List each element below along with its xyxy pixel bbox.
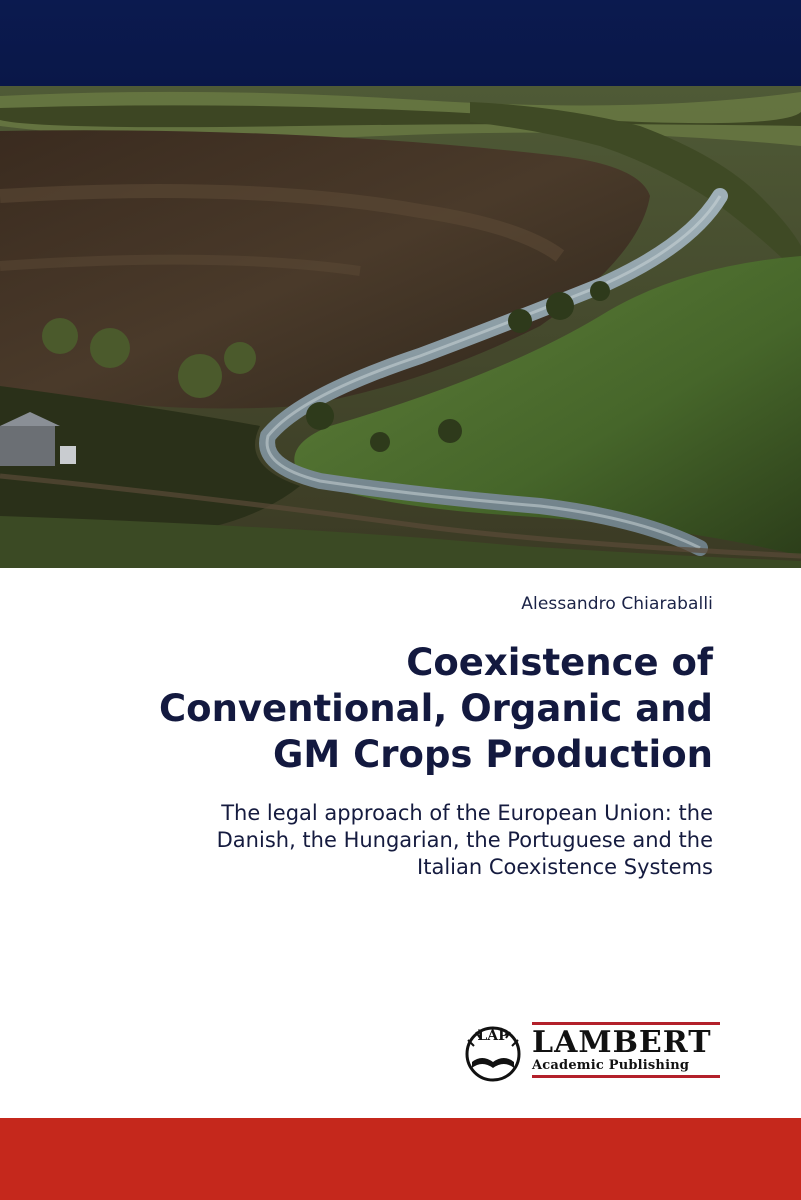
emblem-text: LAP: [477, 1028, 509, 1044]
logo-rule-bottom: [532, 1075, 720, 1078]
book-subtitle: [73, 800, 713, 881]
book-title: [33, 640, 713, 778]
subtitle-line: Italian Coexistence Systems: [417, 855, 713, 879]
title-line: Coexistence of: [406, 641, 713, 684]
cover-photo-farmland-river: [0, 86, 801, 568]
title-line: GM Crops Production: [273, 733, 713, 776]
bottom-color-band: [0, 1118, 801, 1200]
publisher-logo: [460, 1018, 730, 1088]
publisher-tagline: Academic Publishing: [532, 1058, 690, 1073]
subtitle-line: The legal approach of the European Union: the: [221, 801, 713, 825]
author-name: Alessandro Chiaraballi: [521, 594, 713, 614]
subtitle-line: Danish, the Hungarian, the Portuguese and the: [216, 828, 713, 852]
top-color-band: [0, 0, 801, 86]
title-line: Conventional, Organic and: [159, 687, 713, 730]
publisher-name: LAMBERT: [532, 1025, 712, 1060]
publisher-emblem-icon: [460, 1018, 526, 1084]
